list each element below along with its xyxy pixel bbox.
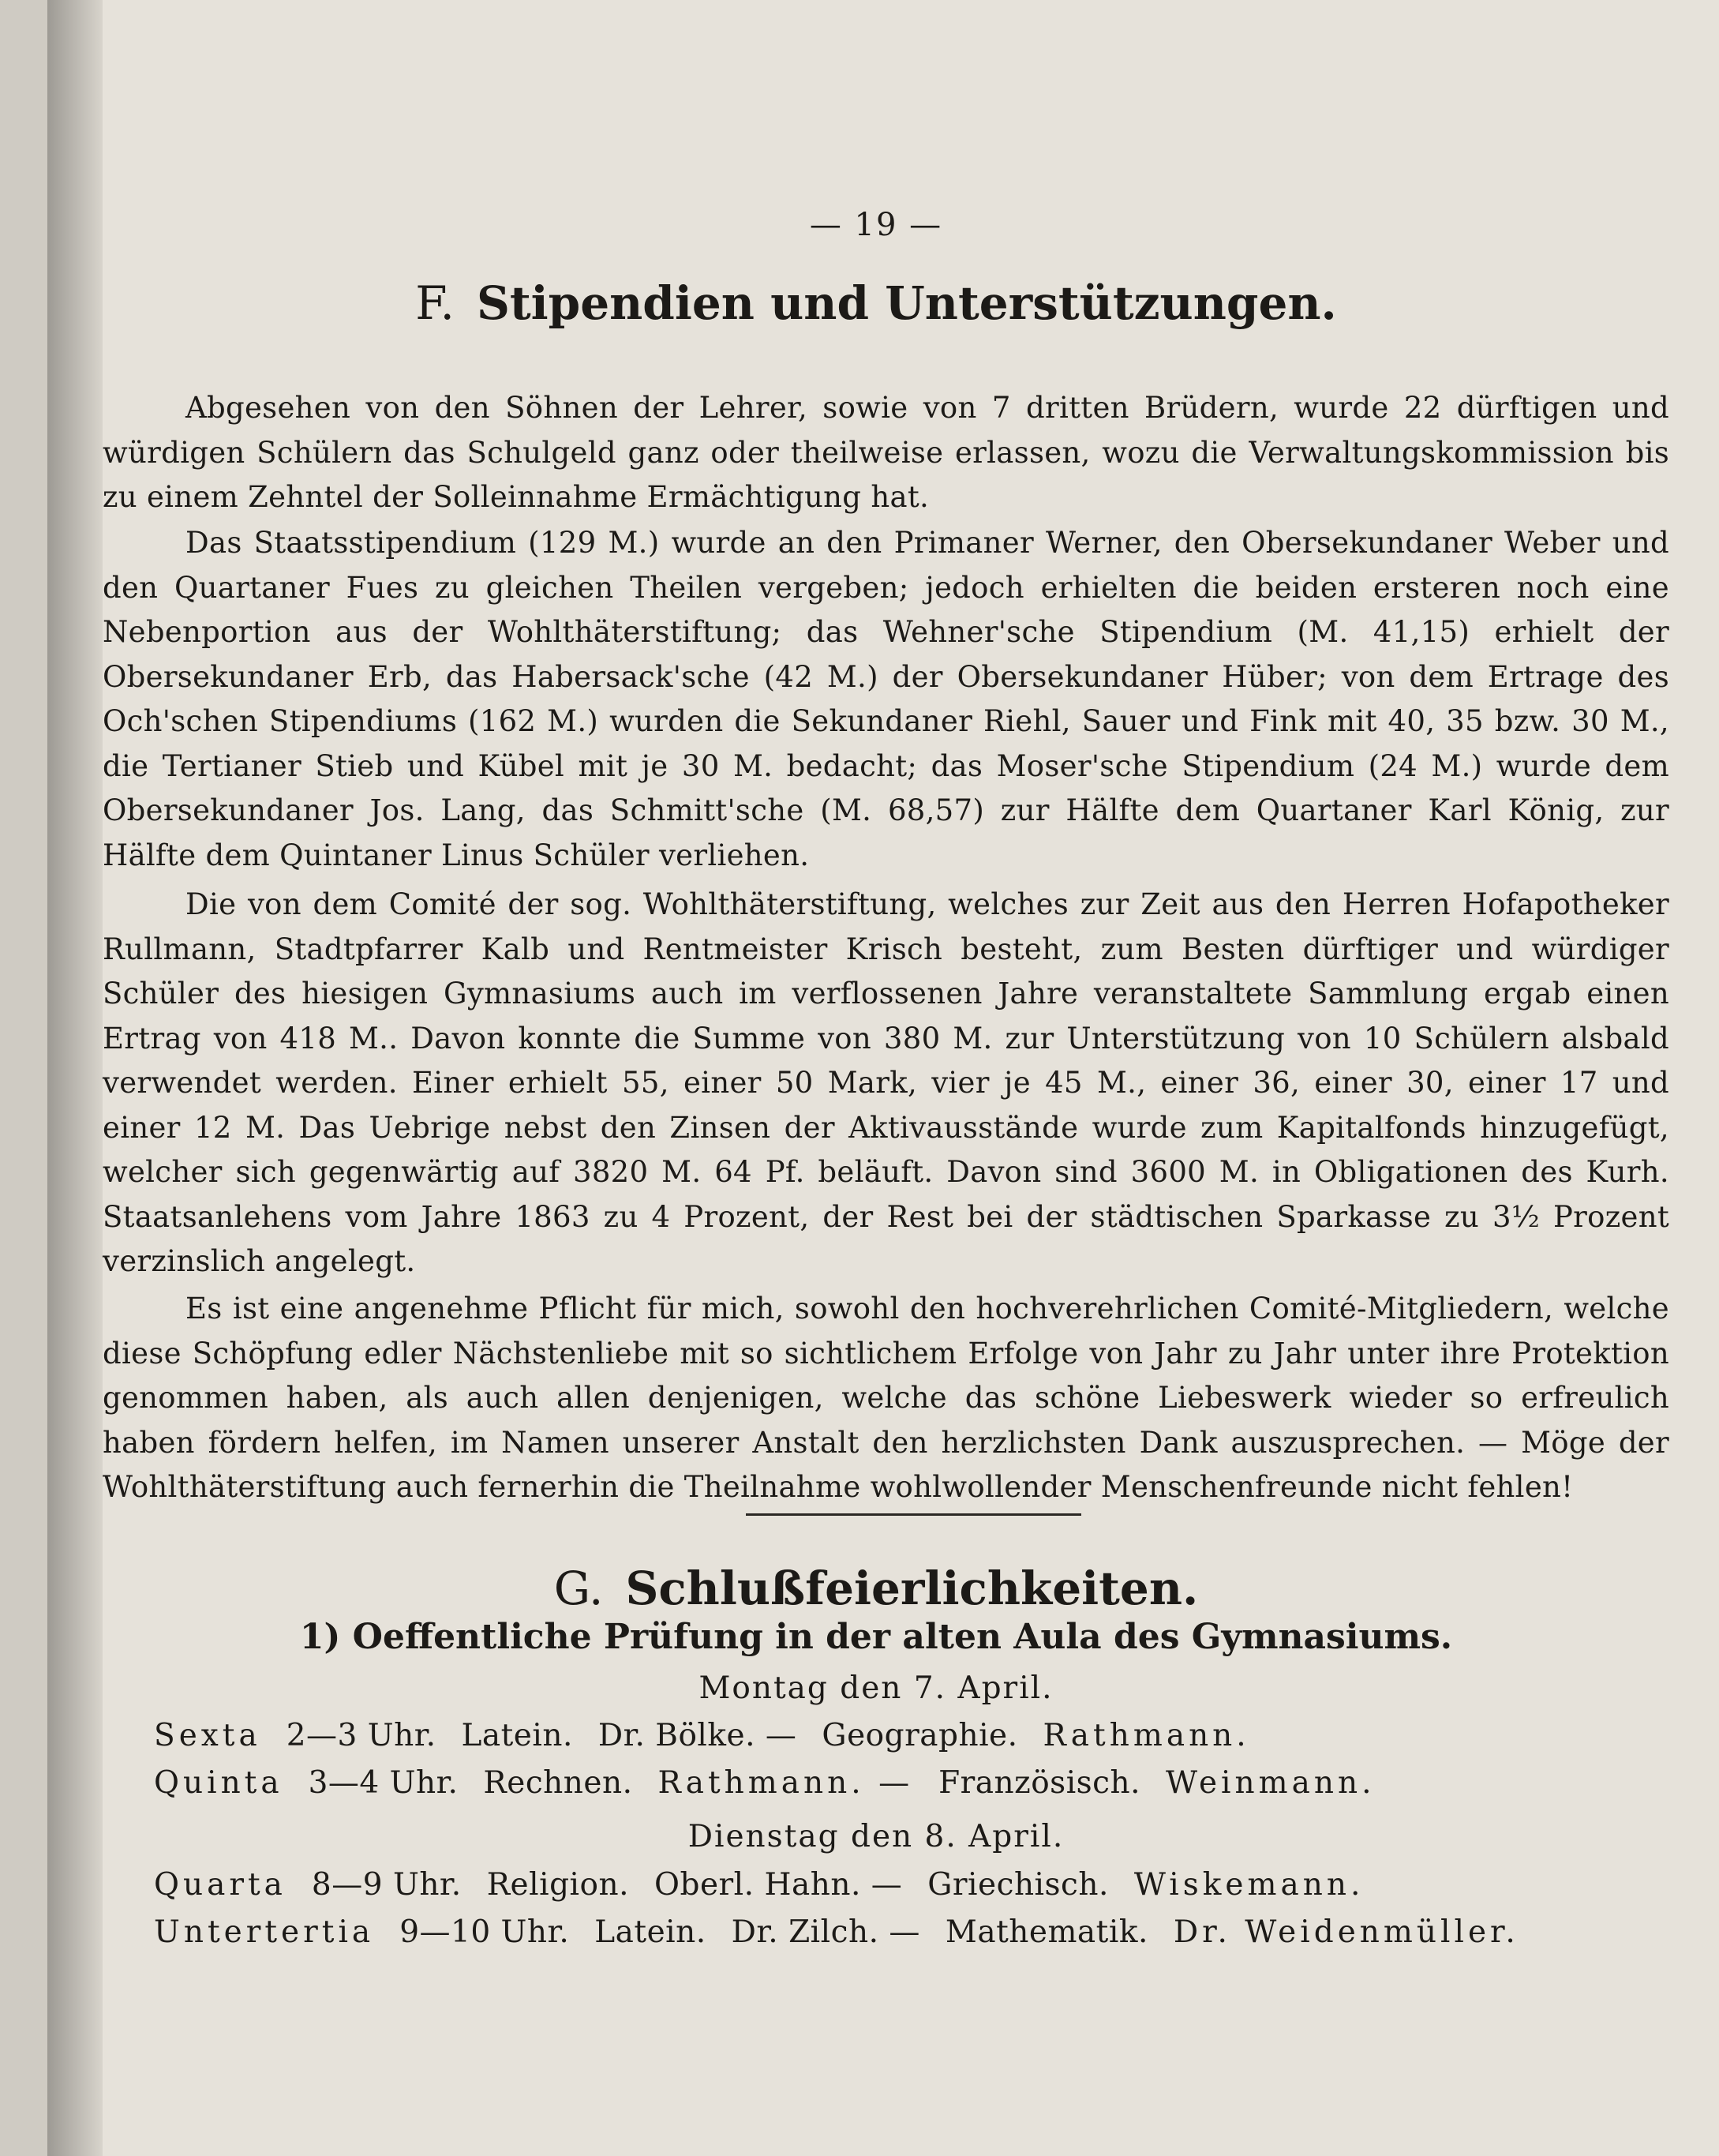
exam-subject: Mathematik.	[945, 1914, 1148, 1950]
exam-subject: Geographie.	[822, 1718, 1018, 1753]
paragraph-charity-foundation: Die von dem Comité der sog. Wohlthäterstiftung, welches zur Zeit aus den Herren Hofapotheker Rullmann, Stadtpfarrer Kalb und Rentmeister Krisch besteht, zum Besten dürftiger und würdiger Schüler des hiesigen Gymnasiums auch im verflossenen Jahre veranstaltete Sammlung ergab einen Ertrag von 418 M.. Davon konnte die Summe von 380 M. zur Unterstützung von 10 Schülern alsbald verwendet werden. Einer erhielt 55, einer 50 Mark, vier je 45 M., einer 36, einer 30, einer 17 und einer 12 M. Das Uebrige nebst den Zinsen der Aktivausstände wurde zum Kapitalfonds hinzugefügt, welcher sich gegenwärtig auf 3820 M. 64 Pf. beläuft. Davon sind 3600 M. in Obligationen des Kurh. Staatsanlehens vom Jahre 1863 zu 4 Prozent, der Rest bei der städtischen Sparkasse zu 3½ Prozent verzinslich angelegt.	[103, 887, 1669, 1278]
exam-teacher: Rathmann.	[1043, 1718, 1250, 1753]
exam-time: 8—9 Uhr.	[311, 1867, 462, 1903]
exam-time: 3—4 Uhr.	[308, 1765, 459, 1801]
section-g-letter: G.	[553, 1562, 604, 1615]
exam-teacher: Dr. Bölke. —	[597, 1718, 797, 1753]
exam-teacher: Dr. Weidenmüller.	[1173, 1914, 1519, 1950]
section-g-title: Schlußfeierlichkeiten.	[625, 1562, 1199, 1615]
exam-subject: Religion.	[486, 1867, 630, 1903]
exam-time: 2—3 Uhr.	[286, 1718, 436, 1753]
exam-teacher: Oberl. Hahn. —	[654, 1867, 903, 1903]
document-page	[47, 0, 1719, 2156]
section-f-letter: F.	[415, 276, 455, 330]
exam-row	[154, 1914, 1653, 1950]
exam-subject: Griechisch.	[927, 1867, 1109, 1903]
section-g-heading	[47, 1562, 1705, 1615]
paragraph-school-fees: Abgesehen von den Söhnen der Lehrer, sowie von 7 dritten Brüdern, wurde 22 dürftigen und würdigen Schülern das Schulgeld ganz oder theilweise erlassen, wozu die Verwaltungskommission bis zu einem Zehntel der Solleinnahme Ermächtigung hat.	[103, 391, 1669, 514]
exam-class: Untertertia	[154, 1914, 375, 1950]
page-number: — 19 —	[809, 207, 943, 243]
exam-subheading: 1) Oeffentliche Prüfung in der alten Aula des Gymnasiums.	[299, 1617, 1453, 1657]
day-heading-monday: Montag den 7. April.	[698, 1670, 1054, 1706]
exam-subject: Rechnen.	[483, 1765, 633, 1801]
exam-teacher: Rathmann. —	[657, 1765, 914, 1801]
section-f-title: Stipendien und Unterstützungen.	[476, 276, 1337, 330]
paragraph-thanks: Es ist eine angenehme Pflicht für mich, sowohl den hochverehrlichen Comité-Mitgliedern, welche diese Schöpfung edler Nächstenliebe mit so sichtlichem Erfolge von Jahr zu Jahr unter ihre Protektion genommen haben, als auch allen denjenigen, welche das schöne Liebeswerk wieder so erfreulich haben fördern helfen, im Namen unserer Anstalt den herzlichsten Dank auszusprechen. — Möge der Wohlthäterstiftung auch fernerhin die Theilnahme wohlwollender Menschenfreunde nicht fehlen!	[103, 1292, 1669, 1504]
paragraph-stipends: Das Staatsstipendium (129 M.) wurde an den Primaner Werner, den Obersekundaner Weber und den Quartaner Fues zu gleichen Theilen vergeben; jedoch erhielten die beiden ersteren noch eine Nebenportion aus der Wohlthäterstiftung; das Wehner'sche Stipendium (M. 41,15) erhielt der Obersekundaner Erb, das Habersack'sche (42 M.) der Obersekundaner Hüber; von dem Ertrage des Och'schen Stipendiums (162 M.) wurden die Sekundaner Riehl, Sauer und Fink mit 40, 35 bzw. 30 M., die Tertianer Stieb und Kübel mit je 30 M. bedacht; das Moser'sche Stipendium (24 M.) wurde dem Obersekundaner Jos. Lang, das Schmitt'sche (M. 68,57) zur Hälfte dem Quartaner Karl König, zur Hälfte dem Quintaner Linus Schüler verliehen.	[103, 526, 1669, 872]
exam-time: 9—10 Uhr.	[399, 1914, 570, 1950]
exam-subject: Französisch.	[938, 1765, 1141, 1801]
exam-teacher: Dr. Zilch. —	[731, 1914, 920, 1950]
exam-teacher: Weinmann.	[1166, 1765, 1376, 1801]
day-heading-tuesday: Dienstag den 8. April.	[687, 1819, 1065, 1854]
section-divider	[746, 1513, 1081, 1516]
exam-row	[154, 1718, 1653, 1753]
exam-class: Quinta	[154, 1765, 283, 1801]
section-f-heading	[47, 276, 1705, 330]
exam-row	[154, 1765, 1653, 1801]
exam-row	[154, 1867, 1653, 1903]
exam-class: Sexta	[154, 1718, 261, 1753]
exam-teacher: Wiskemann.	[1133, 1867, 1365, 1903]
exam-subject: Latein.	[461, 1718, 573, 1753]
exam-subject: Latein.	[594, 1914, 706, 1950]
exam-class: Quarta	[154, 1867, 286, 1903]
